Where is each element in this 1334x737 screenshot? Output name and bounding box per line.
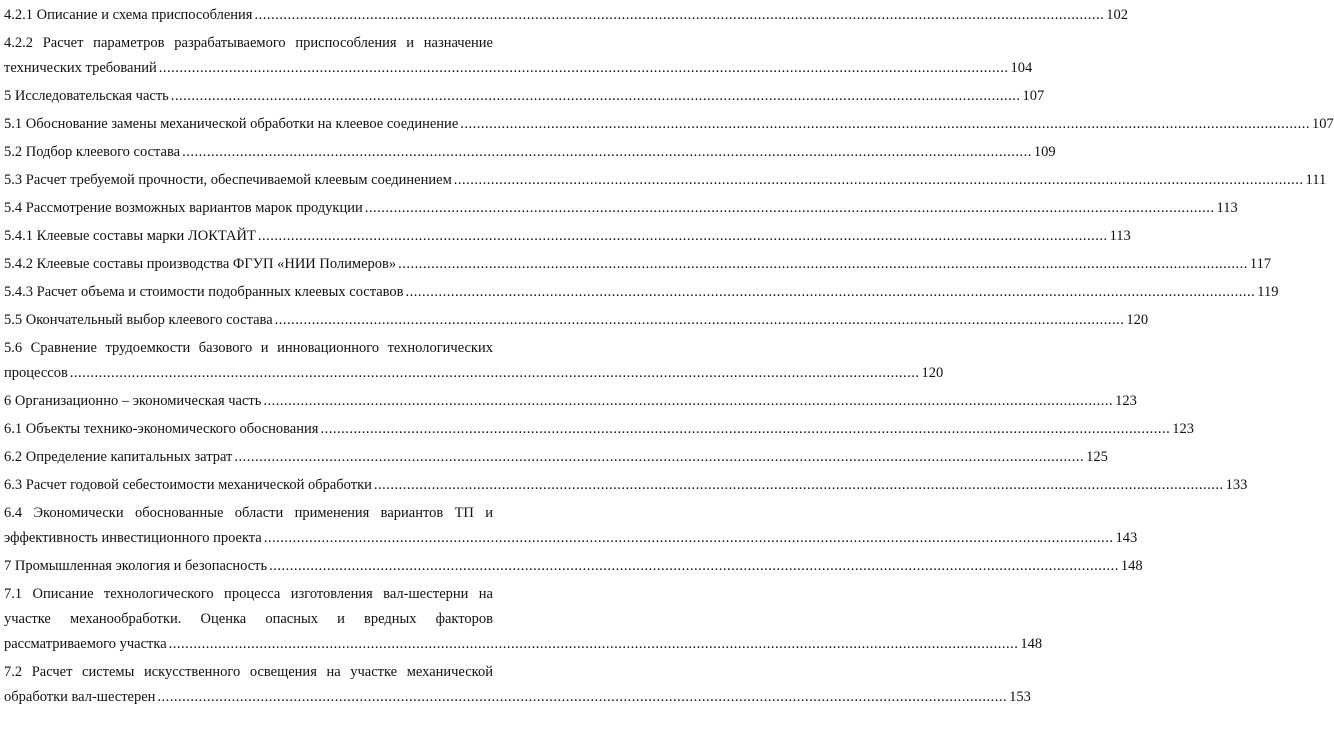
toc-entry-row (4, 389, 1137, 414)
dot-leader (454, 168, 1304, 193)
toc-entry-title: рассматриваемого участка (4, 636, 167, 652)
dot-leader (320, 417, 1170, 442)
toc-entry-title-line: 5.6 Сравнение трудоемкости базового и инновационного технологических (4, 340, 493, 356)
toc-entry-row (4, 252, 1272, 277)
toc-entry (0, 3, 1128, 28)
dot-leader (365, 196, 1215, 221)
toc-entry-page-number: 107 (1312, 116, 1334, 132)
toc-entry (0, 660, 1031, 710)
toc-entry-row (4, 56, 1033, 81)
toc-entry (0, 308, 1149, 333)
toc-entry-row (4, 445, 1108, 470)
dot-leader (269, 554, 1119, 579)
toc-entry (0, 389, 1137, 414)
toc-entry-title-line: 4.2.2 Расчет параметров разрабатываемого приспособления и назначение (4, 35, 493, 51)
toc-entry-title: 5.3 Расчет требуемой прочности, обеспечиваемой клеевым соединением (4, 172, 452, 188)
toc-entry (0, 252, 1272, 277)
toc-entry-title: 6 Организационно – экономическая часть (4, 393, 262, 409)
toc-entry-page-number: 133 (1225, 477, 1248, 493)
toc-entry-row (4, 417, 1194, 442)
dot-leader (70, 361, 920, 386)
dot-leader (254, 3, 1104, 28)
toc-entry (0, 196, 1238, 221)
toc-entry-row (4, 526, 1138, 551)
toc-entry-page-number: 153 (1009, 689, 1031, 705)
toc-entry (0, 445, 1108, 470)
dot-leader (234, 445, 1084, 470)
dot-leader (406, 280, 1256, 305)
toc-entry-row (4, 3, 1128, 28)
toc-entry-row (4, 308, 1149, 333)
toc-entry-row (4, 554, 1143, 579)
toc-entry-title: 5.5 Окончательный выбор клеевого состава (4, 312, 273, 328)
toc-entry-row (4, 685, 1031, 710)
dot-leader (374, 473, 1224, 498)
toc-entry-title: 5.4.1 Клеевые составы марки ЛОКТАЙТ (4, 228, 256, 244)
toc-entry-title: 5.2 Подбор клеевого состава (4, 144, 181, 160)
toc-entry (0, 112, 1334, 137)
toc-entry-page-number: 148 (1120, 558, 1143, 574)
toc-entry (0, 554, 1143, 579)
toc-entry-page-number: 104 (1010, 60, 1033, 76)
toc-entry-page-number: 125 (1086, 449, 1108, 465)
toc-entry-title-line: участке механообработки. Оценка опасных и вредных факторов (4, 611, 493, 627)
toc-entry (0, 473, 1248, 498)
toc-entry-title: процессов (4, 365, 68, 381)
toc-entry (0, 417, 1194, 442)
toc-entry-page-number: 120 (921, 365, 944, 381)
dot-leader (264, 526, 1114, 551)
toc-entry-page-number: 107 (1022, 88, 1045, 104)
toc-entry-page-number: 120 (1126, 312, 1149, 328)
toc-entry (0, 582, 1043, 657)
toc-entry-page-number: 148 (1020, 636, 1043, 652)
toc-entry-row (4, 632, 1043, 657)
toc-entry-page-number: 143 (1115, 530, 1138, 546)
dot-leader (169, 632, 1019, 657)
toc-entry-title: эффективность инвестиционного проекта (4, 530, 262, 546)
toc-entry-title: 6.3 Расчет годовой себестоимости механической обработки (4, 477, 372, 493)
dot-leader (398, 252, 1248, 277)
toc-entry-title: 5.4.2 Клеевые составы производства ФГУП «НИИ Полимеров» (4, 256, 397, 272)
dot-leader (275, 308, 1125, 333)
toc-entry-title-line: 7.1 Описание технологического процесса изготовления вал-шестерни на (4, 586, 493, 602)
dot-leader (157, 685, 1007, 710)
toc-entry (0, 280, 1279, 305)
toc-entry (0, 336, 944, 386)
toc-entry-page-number: 117 (1249, 256, 1272, 272)
toc-entry-row (4, 168, 1327, 193)
toc-entry (0, 84, 1045, 109)
toc-entry-row (4, 84, 1045, 109)
dot-leader (159, 56, 1009, 81)
toc-entry (0, 168, 1327, 193)
toc-entry-title: 5.1 Обоснование замены механической обработки на клеевое соединение (4, 116, 459, 132)
toc-entry-page-number: 123 (1115, 393, 1137, 409)
toc-entry-title-line: 6.4 Экономически обоснованные области применения вариантов ТП и (4, 505, 493, 521)
toc-entry-row (4, 280, 1279, 305)
toc-entry-title: обработки вал-шестерен (4, 689, 156, 705)
dot-leader (182, 140, 1032, 165)
toc-entry-title: 6.2 Определение капитальных затрат (4, 449, 233, 465)
toc-entry-row (4, 140, 1056, 165)
toc-entry-page-number: 113 (1216, 200, 1238, 216)
toc-entry-page-number: 119 (1257, 284, 1279, 300)
toc-entry (0, 31, 1033, 81)
toc-entry-title: 7 Промышленная экология и безопасность (4, 558, 268, 574)
dot-leader (171, 84, 1021, 109)
dot-leader (460, 112, 1310, 137)
toc-entry-title: технических требований (4, 60, 157, 76)
toc-entry-page-number: 102 (1106, 7, 1128, 23)
toc-entry-title: 4.2.1 Описание и схема приспособления (4, 7, 253, 23)
toc-entry-title: 6.1 Объекты технико-экономического обоснования (4, 421, 319, 437)
toc-entry-row (4, 473, 1248, 498)
toc-entry-row (4, 361, 944, 386)
dot-leader (263, 389, 1113, 414)
toc-entry-page-number: 111 (1305, 172, 1327, 188)
toc-entry-page-number: 109 (1033, 144, 1056, 160)
toc-entry (0, 224, 1131, 249)
toc-entry-row (4, 112, 1334, 137)
toc-entry-row (4, 196, 1238, 221)
toc-entry (0, 140, 1056, 165)
toc-entry (0, 501, 1138, 551)
toc-entry-page-number: 123 (1172, 421, 1194, 437)
toc-entry-title: 5 Исследовательская часть (4, 88, 169, 104)
toc-entry-title-line: 7.2 Расчет системы искусственного освещения на участке механической (4, 664, 493, 680)
toc-entry-title: 5.4.3 Расчет объема и стоимости подобранных клеевых составов (4, 284, 404, 300)
dot-leader (258, 224, 1108, 249)
toc-entry-title: 5.4 Рассмотрение возможных вариантов марок продукции (4, 200, 363, 216)
toc-entry-page-number: 113 (1109, 228, 1131, 244)
toc-entry-row (4, 224, 1131, 249)
